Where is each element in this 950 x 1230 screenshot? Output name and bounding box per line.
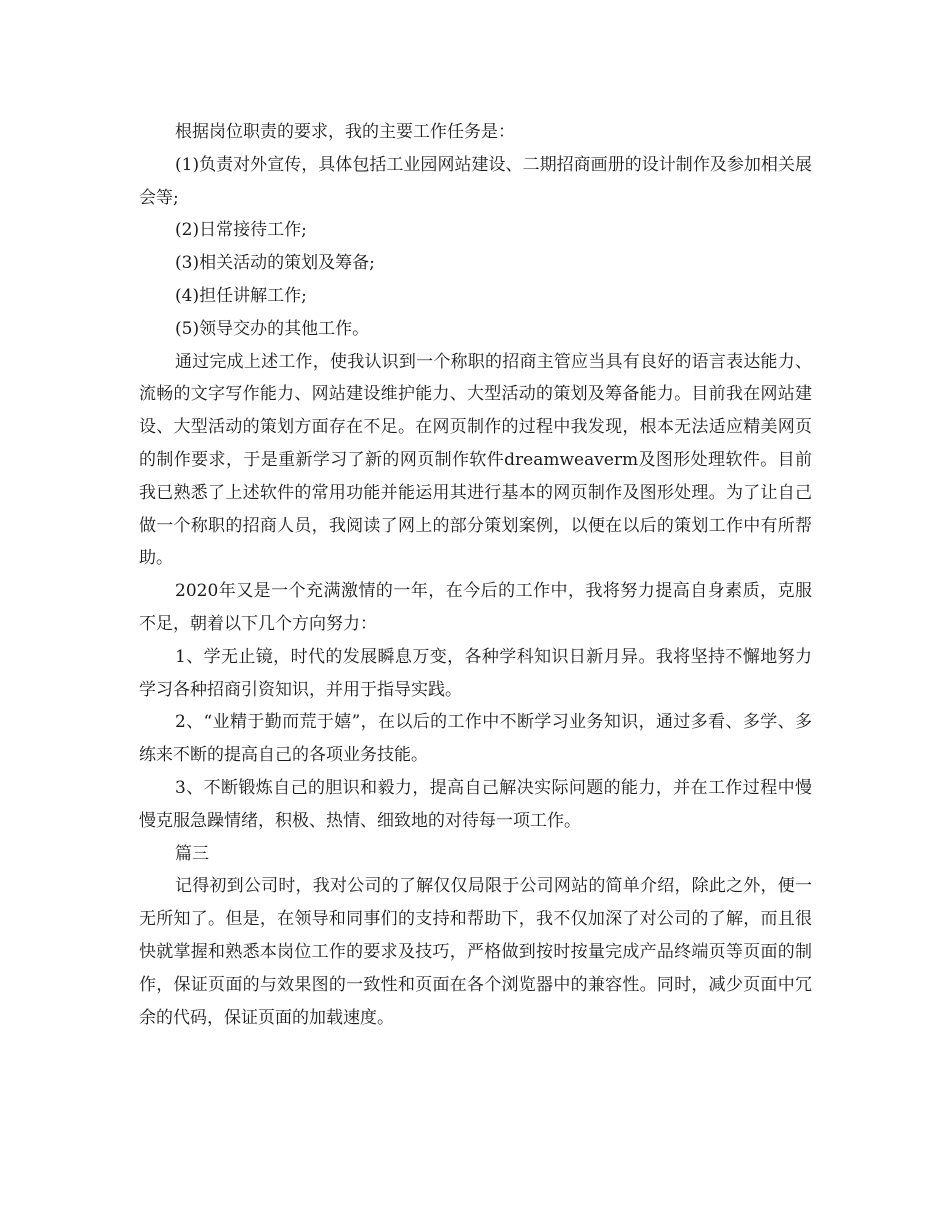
- paragraph-task-1: (1)负责对外宣传，具体包括工业园网站建设、二期招商画册的设计制作及参加相关展会等;: [139, 154, 812, 208]
- paragraph-plan-intro: 2020年又是一个充满激情的一年，在今后的工作中，我将努力提高自身素质，克服不足，朝着以下几个方向努力：: [139, 581, 812, 634]
- paragraph-plan-2: 2、“业精于勤而荒于嬉”，在以后的工作中不断学习业务知识，通过多看、多学、多练来不断的提高自己的各项业务技能。: [139, 712, 812, 766]
- paragraph-plan-1: 1、学无止镜，时代的发展瞬息万变，各种学科知识日新月异。我将坚持不懈地努力学习各种招商引资知识，并用于指导实践。: [139, 646, 812, 700]
- section-heading: 篇三: [175, 843, 209, 864]
- paragraph-plan-3: 3、不断锻炼自己的胆识和毅力，提高自己解决实际问题的能力，并在工作过程中慢慢克服急躁情绪，积极、热情、细致地的对待每一项工作。: [139, 777, 812, 831]
- paragraph-task-4: (4)担任讲解工作;: [175, 285, 307, 306]
- paragraph-task-intro: 根据岗位职责的要求，我的主要工作任务是：: [175, 122, 515, 142]
- paragraph-reflection: 通过完成上述工作，使我认识到一个称职的招商主管应当具有良好的语言表达能力、流畅的文字写作能力、网站建设维护能力、大型活动的策划及筹备能力。目前我在网站建设、大型活动的策划方面存在不足。在网页制作的过程中我发现，根本无法适应精美网页的制作要求，于是重新学习了新的网页制作软件dreamweaverm及图形处理软件。目前我已熟悉了上述软件的常用功能并能运用其进行基本的网页制作及图形处理。为了让自己做一个称职的招商人员，我阅读了网上的部分策划案例，以便在以后的策划工作中有所帮助。: [139, 351, 812, 569]
- document-body: [139, 116, 812, 1034]
- paragraph-task-2: (2)日常接待工作;: [175, 220, 307, 241]
- paragraph-task-3: (3)相关活动的策划及筹备;: [175, 253, 375, 274]
- paragraph-task-5: (5)领导交办的其他工作。: [175, 318, 370, 339]
- paragraph-section-three: 记得初到公司时，我对公司的了解仅仅局限于公司网站的简单介绍，除此之外，便一无所知了。但是，在领导和同事们的支持和帮助下，我不仅加深了对公司的了解，而且很快就掌握和熟悉本岗位工作的要求及技巧，严格做到按时按量完成产品终端页等页面的制作，保证页面的与效果图的一致性和页面在各个浏览器中的兼容性。同时，减少页面中冗余的代码，保证页面的加载速度。: [139, 876, 812, 1028]
